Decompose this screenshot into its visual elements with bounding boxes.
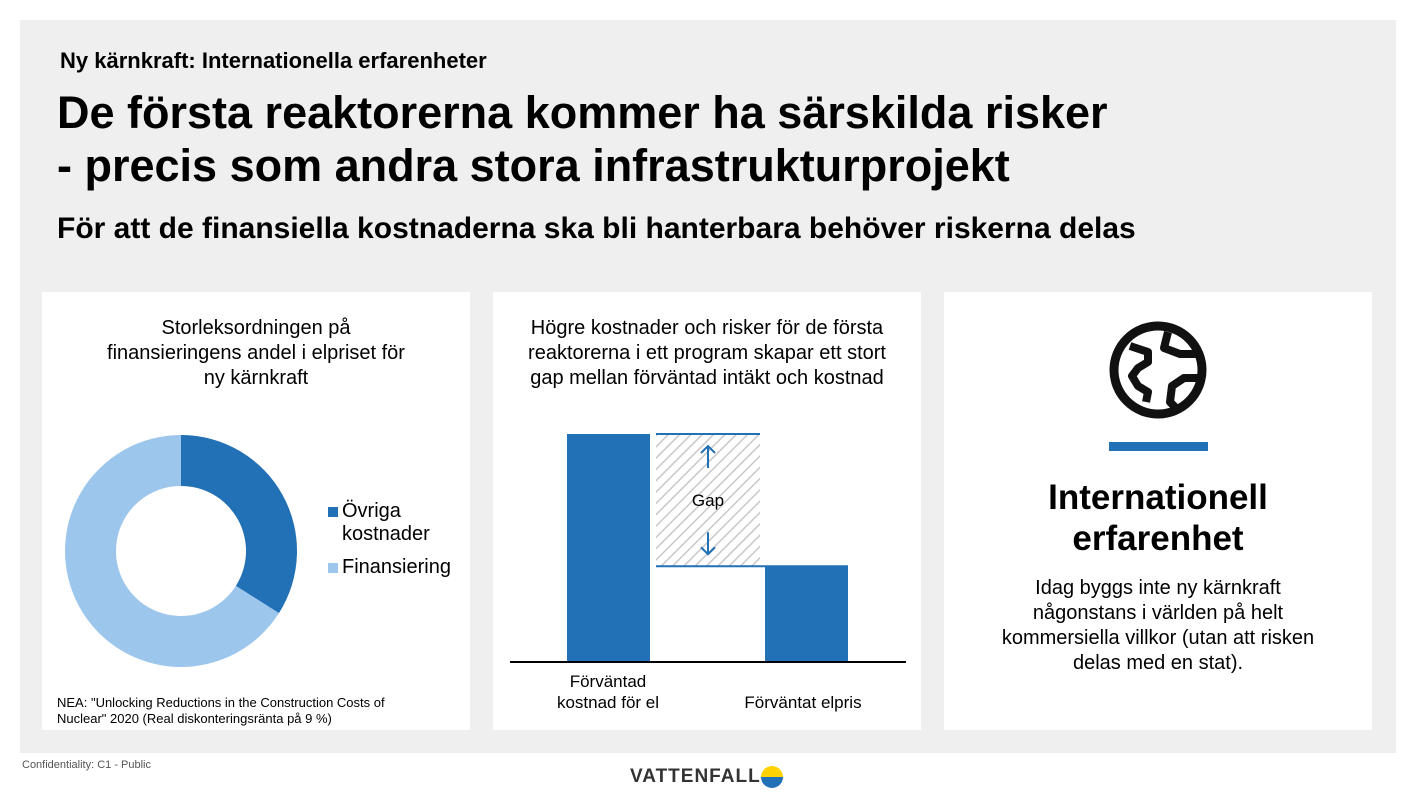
gap-heading-line: Högre kostnader och risker för de första — [530, 317, 884, 339]
legend-financing: Finansiering — [342, 556, 451, 578]
bar-expected-price — [765, 566, 848, 662]
bar-expected-cost — [567, 434, 650, 662]
donut-heading-line: Storleksordningen på — [161, 317, 351, 339]
vattenfall-logo-icon — [760, 765, 784, 789]
gap-label: Gap — [691, 491, 725, 511]
experience-body-line: Idag byggs inte ny kärnkraft — [1035, 577, 1281, 599]
brand-wordmark: VATTENFALL — [630, 766, 761, 787]
legend-other-line: Övriga — [342, 500, 401, 522]
gap-heading-line: reaktorerna i ett program skapar ett stort — [528, 342, 886, 364]
donut-slice-other-costs — [181, 435, 297, 613]
category-label-expected-cost — [528, 671, 688, 713]
section-kicker: Ny kärnkraft: Internationella erfarenheter — [60, 48, 487, 73]
gap-heading-line: gap mellan förväntad intäkt och kostnad — [530, 367, 884, 389]
category-label-line: Förväntad — [569, 672, 647, 691]
accent-divider — [1109, 442, 1208, 451]
page-title — [57, 86, 1108, 192]
category-label-expected-price: Förväntat elpris — [744, 693, 862, 712]
legend-swatch-other — [328, 507, 338, 517]
legend-other-costs — [342, 500, 430, 546]
experience-heading — [944, 477, 1372, 559]
globe-icon — [1108, 320, 1208, 420]
experience-body — [944, 576, 1372, 676]
experience-body-line: kommersiella villkor (utan att risken — [1001, 627, 1315, 649]
legend-swatch-financing — [328, 563, 338, 573]
title-line-2: - precis som andra stora infrastrukturprojekt — [57, 140, 1010, 191]
donut-panel — [42, 292, 470, 730]
source-line: Nuclear" 2020 (Real diskonteringsränta på 9 %) — [57, 711, 332, 726]
experience-heading-line: Internationell — [1048, 478, 1268, 517]
confidentiality-label: Confidentiality: C1 - Public — [22, 759, 152, 771]
donut-heading-line: finansieringens andel i elpriset för — [107, 342, 405, 364]
category-label-line: kostnad för el — [556, 693, 660, 712]
page-subtitle: För att de finansiella kostnaderna ska bli hanterbara behöver riskerna delas — [57, 212, 1136, 245]
gap-bar-chart — [493, 292, 921, 730]
source-line: NEA: "Unlocking Reductions in the Construction Costs of — [57, 695, 385, 710]
source-note — [57, 695, 385, 727]
experience-panel — [944, 292, 1372, 730]
title-line-1: De första reaktorerna kommer ha särskilda risker — [57, 87, 1108, 138]
donut-heading-line: ny kärnkraft — [203, 367, 309, 389]
gap-chart-panel — [493, 292, 921, 730]
legend-other-line: kostnader — [342, 523, 430, 545]
experience-heading-line: erfarenhet — [1072, 519, 1244, 558]
experience-body-line: någonstans i världen på helt — [1032, 602, 1284, 624]
experience-body-line: delas med en stat). — [1072, 652, 1244, 674]
